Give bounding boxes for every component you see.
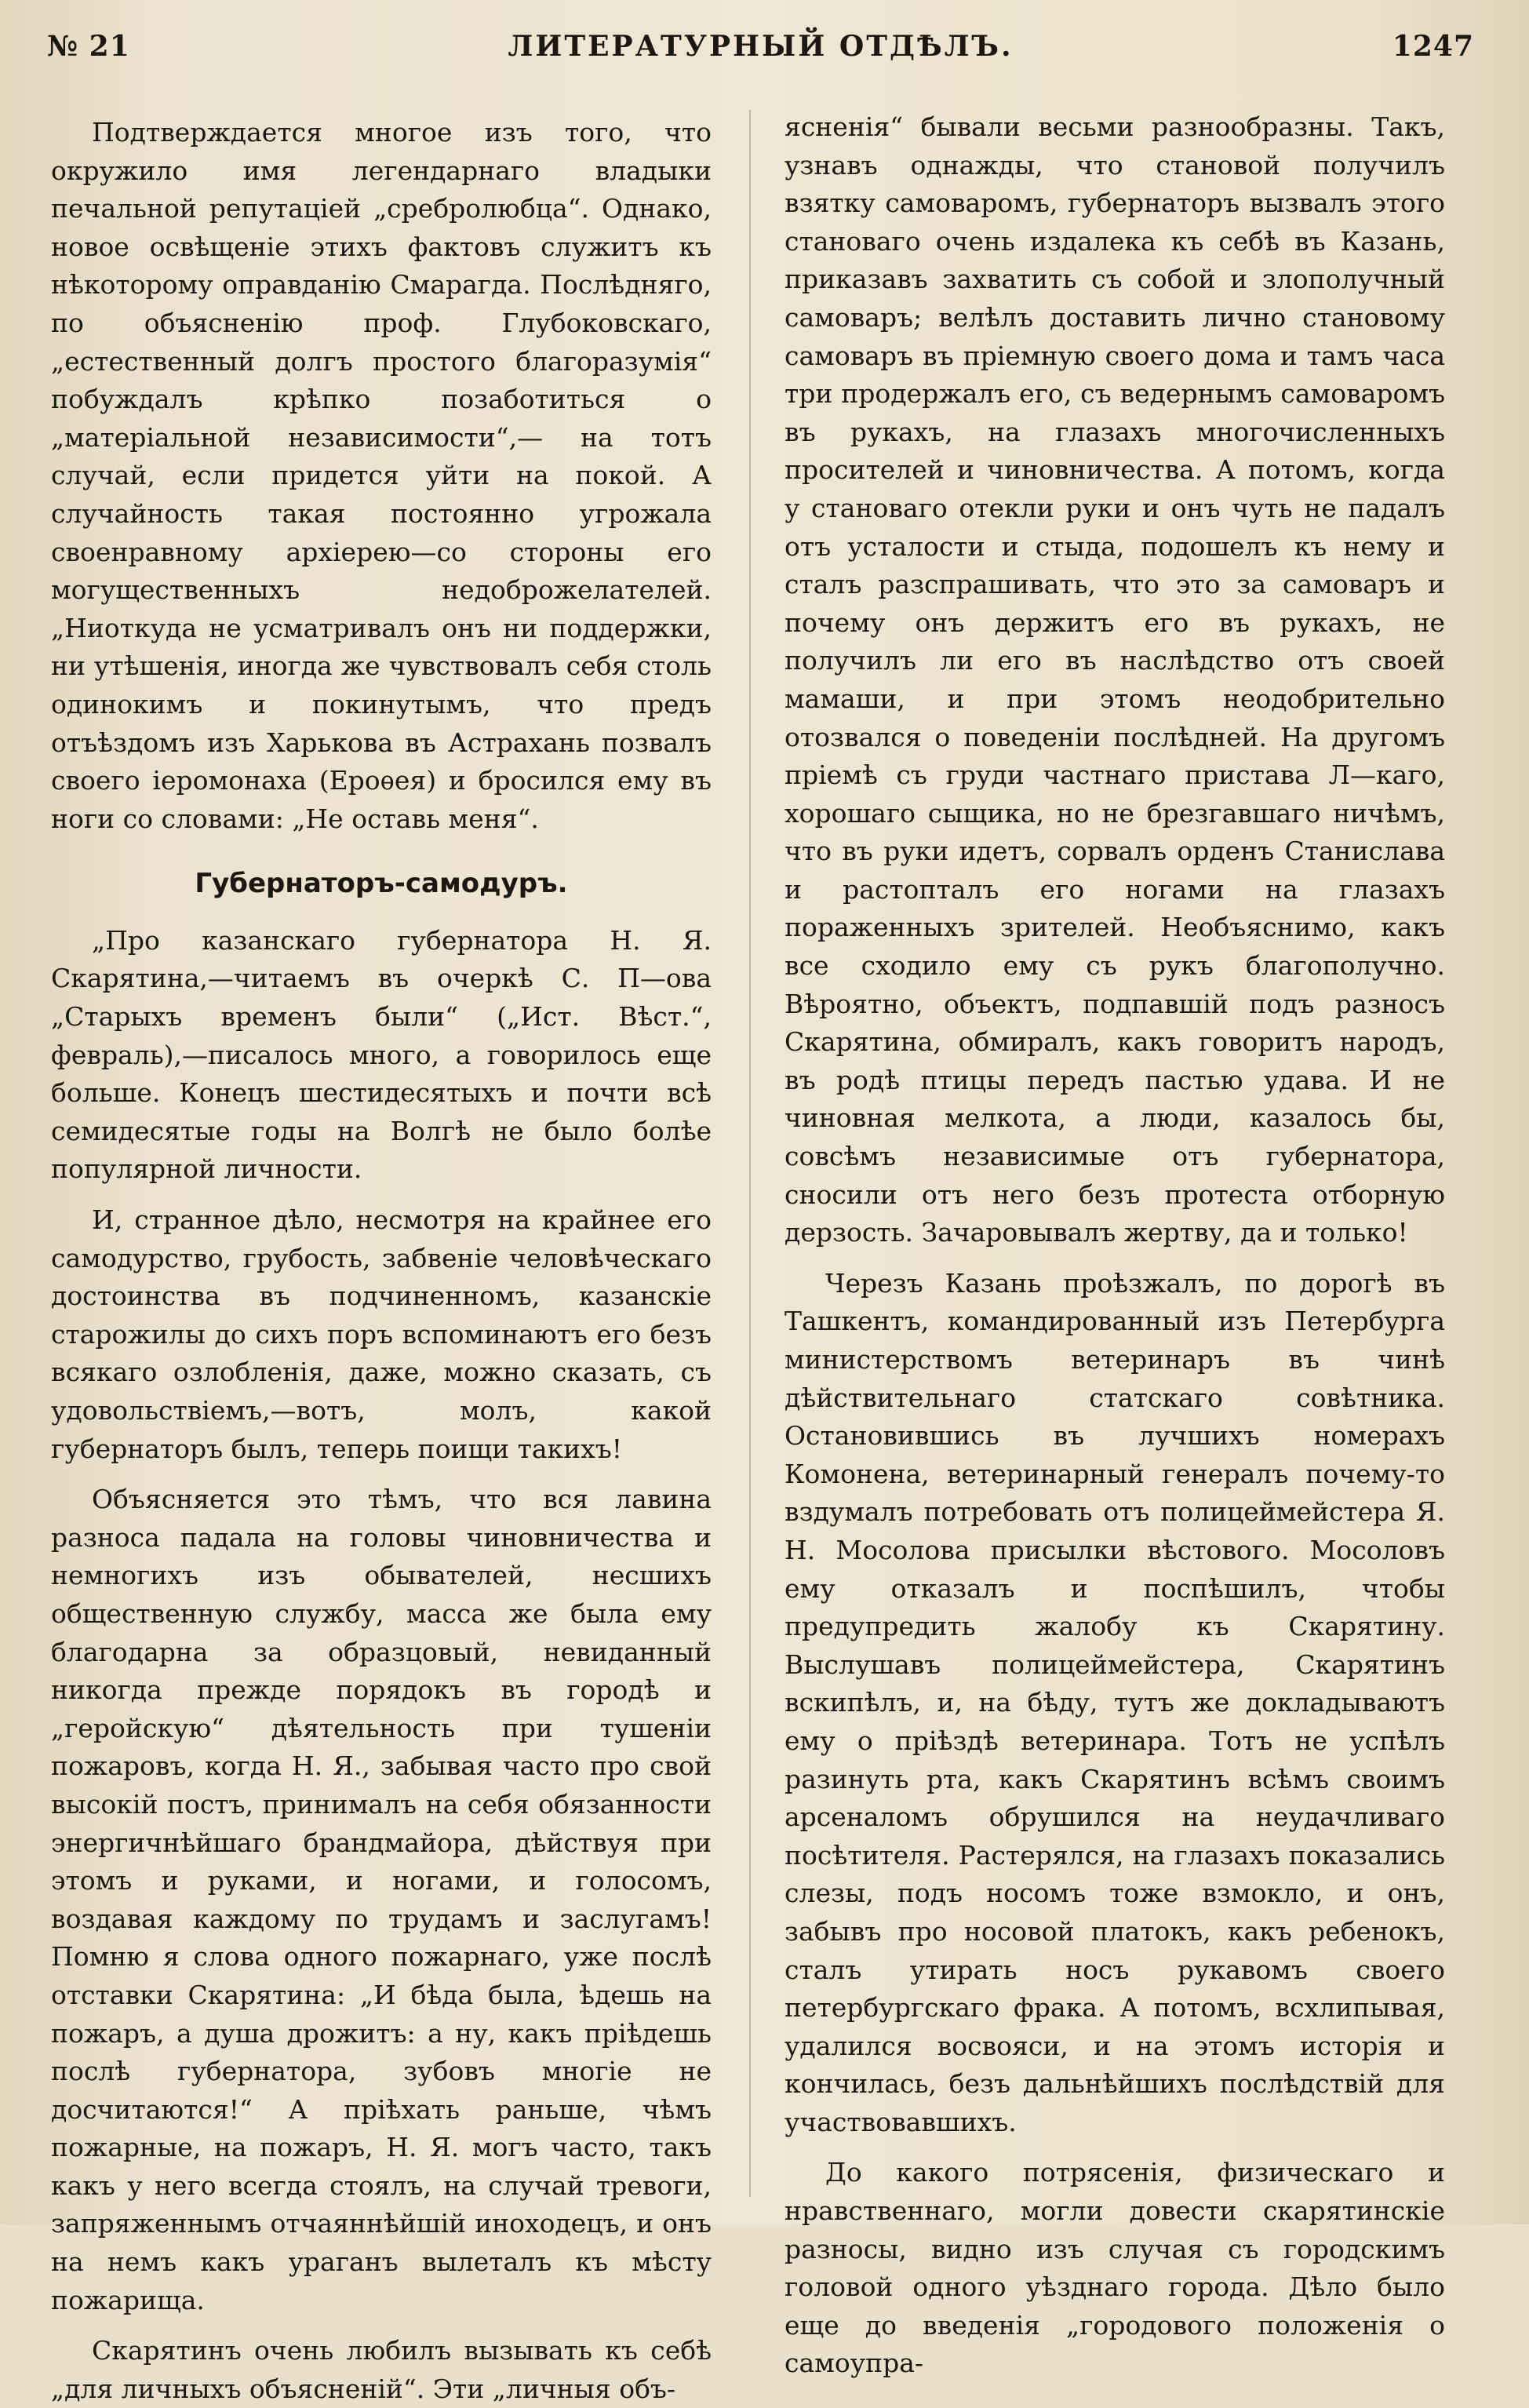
paragraph: До какого потрясенія, физическаго и нравственнаго, могли довести скарятинскіе разносы, видно изъ случая съ городскимъ головой одного уѣзднаго города. Дѣло было еще до введенія „городового положенія о самоупра-	[785, 2157, 1445, 2379]
page-number: 1247	[1392, 30, 1474, 63]
issue-number: № 21	[47, 30, 130, 63]
article-heading: Губернаторъ-самодуръ.	[195, 868, 568, 900]
paragraph: ясненія“ бывали весьми разнообразны. Такъ, узнавъ однажды, что становой получилъ взятку самоваромъ, губернаторъ вызвалъ этого становаго очень издалека къ себѣ въ Казань, приказавъ захватить съ собой и злополучный самоваръ; велѣлъ доставить лично становому самоваръ въ пріемную своего дома и тамъ часа три продержалъ его, съ ведернымъ самоваромъ въ рукахъ, на глазахъ многочисленныхъ просителей и чиновничества. А потомъ, когда у становаго отекли руки и онъ чуть не падалъ отъ усталости и стыда, подошелъ къ нему и сталъ разспрашивать, что это за самоваръ и почему онъ держитъ его въ рукахъ, не получилъ ли его въ наслѣдство отъ своей мамаши, и при этомъ неодобрительно отозвался о поведеніи послѣдней. На другомъ пріемѣ съ груди частнаго пристава Л—каго, хорошаго сыщика, но не брезгавшаго ничѣмъ, что въ руки идетъ, сорвалъ орденъ Станислава и растопталъ его ногами на глазахъ пораженныхъ зрителей. Необъяснимо, какъ все сходило ему съ рукъ благополучно. Вѣроятно, объектъ, подпавшій подъ разносъ Скарятина, обмиралъ, какъ говоритъ народъ, въ родѣ птицы передъ пастью удава. И не чиновная мелкота, а люди, казалось бы, совсѣмъ независимые отъ губернатора, сносили отъ него безъ протеста отборную дерзость. Зачаровывалъ жертву, да и только!	[785, 111, 1445, 1248]
right-column	[785, 108, 1445, 2383]
paragraph: Скарятинъ очень любилъ вызывать къ себѣ „для личныхъ объясненій“. Эти „личныя объ-	[51, 2335, 712, 2404]
paragraph: Подтверждается многое изъ того, что окружило имя легендарнаго владыки печальной репутаціей „сребролюбца“. Однако, новое освѣщеніе этихъ фактовъ служитъ къ нѣкоторому оправданію Смарагда. Послѣдняго, по объясненію проф. Глубоковскаго, „естественный долгъ простого благоразумія“ побуждалъ крѣпко позаботиться о „матеріальной независимости“,— на тотъ случай, если придется уйти на покой. А случайность такая постоянно угрожала своенравному архіерею—со стороны его могущественныхъ недоброжелателей. „Ниоткуда не усматривалъ онъ ни поддержки, ни утѣшенія, иногда же чувствовалъ себя столь одинокимъ и покинутымъ, что предъ отъѣздомъ изъ Харькова въ Астрахань позвалъ своего іеромонаха (Ероѳея) и бросился ему въ ноги со словами: „Не оставь меня“.	[51, 117, 712, 834]
paragraph: Объясняется это тѣмъ, что вся лавина разноса падала на головы чиновничества и немногихъ изъ обывателей, несшихъ общественную службу, масса же была ему благодарна за образцовый, невиданный никогда прежде порядокъ въ городѣ и „геройскую“ дѣятельность при тушеніи пожаровъ, когда Н. Я., забывая часто про свой высокій постъ, принималъ на себя обязанности энергичнѣйшаго брандмайора, дѣйствуя при этомъ и руками, и ногами, и голосомъ, воздавая каждому по трудамъ и заслугамъ! Помню я слова одного пожарнаго, уже послѣ отставки Скарятина: „И бѣда была, ѣдешь на пожаръ, а душа дрожитъ: а ну, какъ пріѣдешь послѣ губернатора, зубовъ многіе не досчитаются!“ А пріѣхать раньше, чѣмъ пожарные, на пожаръ, Н. Я. могъ часто, такъ какъ у него всегда стоялъ, на случай тревоги, запряженнымъ отчаяннѣйшій иноходецъ, и онъ на немъ какъ ураганъ вылеталъ къ мѣсту пожарища.	[51, 1484, 712, 2315]
section-title: ЛИТЕРАТУРНЫЙ ОТДѢЛЪ.	[508, 30, 1014, 63]
column-divider	[749, 110, 751, 2197]
left-column	[51, 114, 712, 2408]
paragraph: И, странное дѣло, несмотря на крайнее его самодурство, грубость, забвеніе человѣческаго достоинства въ подчиненномъ, казанскіе старожилы до сихъ поръ вспоминаютъ его безъ всякаго озлобленія, даже, можно сказать, съ удовольствіемъ,—вотъ, молъ, какой губернаторъ былъ, теперь поищи такихъ!	[51, 1204, 712, 1464]
paragraph: „Про казанскаго губернатора Н. Я. Скарятина,—читаемъ въ очеркѣ С. П—ова „Старыхъ временъ были“ („Ист. Вѣст.“, февраль),—писалось много, а говорилось еще больше. Конецъ шестидесятыхъ и почти всѣ семидесятые годы на Волгѣ не было болѣе популярной личности.	[51, 924, 712, 1185]
paragraph: Черезъ Казань проѣзжалъ, по дорогѣ въ Ташкентъ, командированный изъ Петербурга министерствомъ ветеринаръ въ чинѣ дѣйствительнаго статскаго совѣтника. Остановившись въ лучшихъ номерахъ Комонена, ветеринарный генералъ почему-то вздумалъ потребовать отъ полицеймейстера Я. Н. Мосолова присылки вѣстового. Мосоловъ ему отказалъ и поспѣшилъ, чтобы предупредить жалобу къ Скарятину. Выслушавъ полицеймейстера, Скарятинъ вскипѣлъ, и, на бѣду, тутъ же докладываютъ ему о пріѣздѣ ветеринара. Тотъ не успѣлъ разинуть рта, какъ Скарятинъ всѣмъ своимъ арсеналомъ обрушился на неудачливаго посѣтителя. Растерялся, на глазахъ показались слезы, подъ носомъ тоже взмокло, и онъ, забывъ про носовой платокъ, какъ ребенокъ, сталъ утирать носъ рукавомъ своего петербургскаго фрака. А потомъ, всхлипывая, удалился восвояси, и на этомъ исторія и кончилась, безъ дальнѣйшихъ послѣдствій для участвовавшихъ.	[785, 1267, 1445, 2137]
page-header	[47, 30, 1474, 77]
